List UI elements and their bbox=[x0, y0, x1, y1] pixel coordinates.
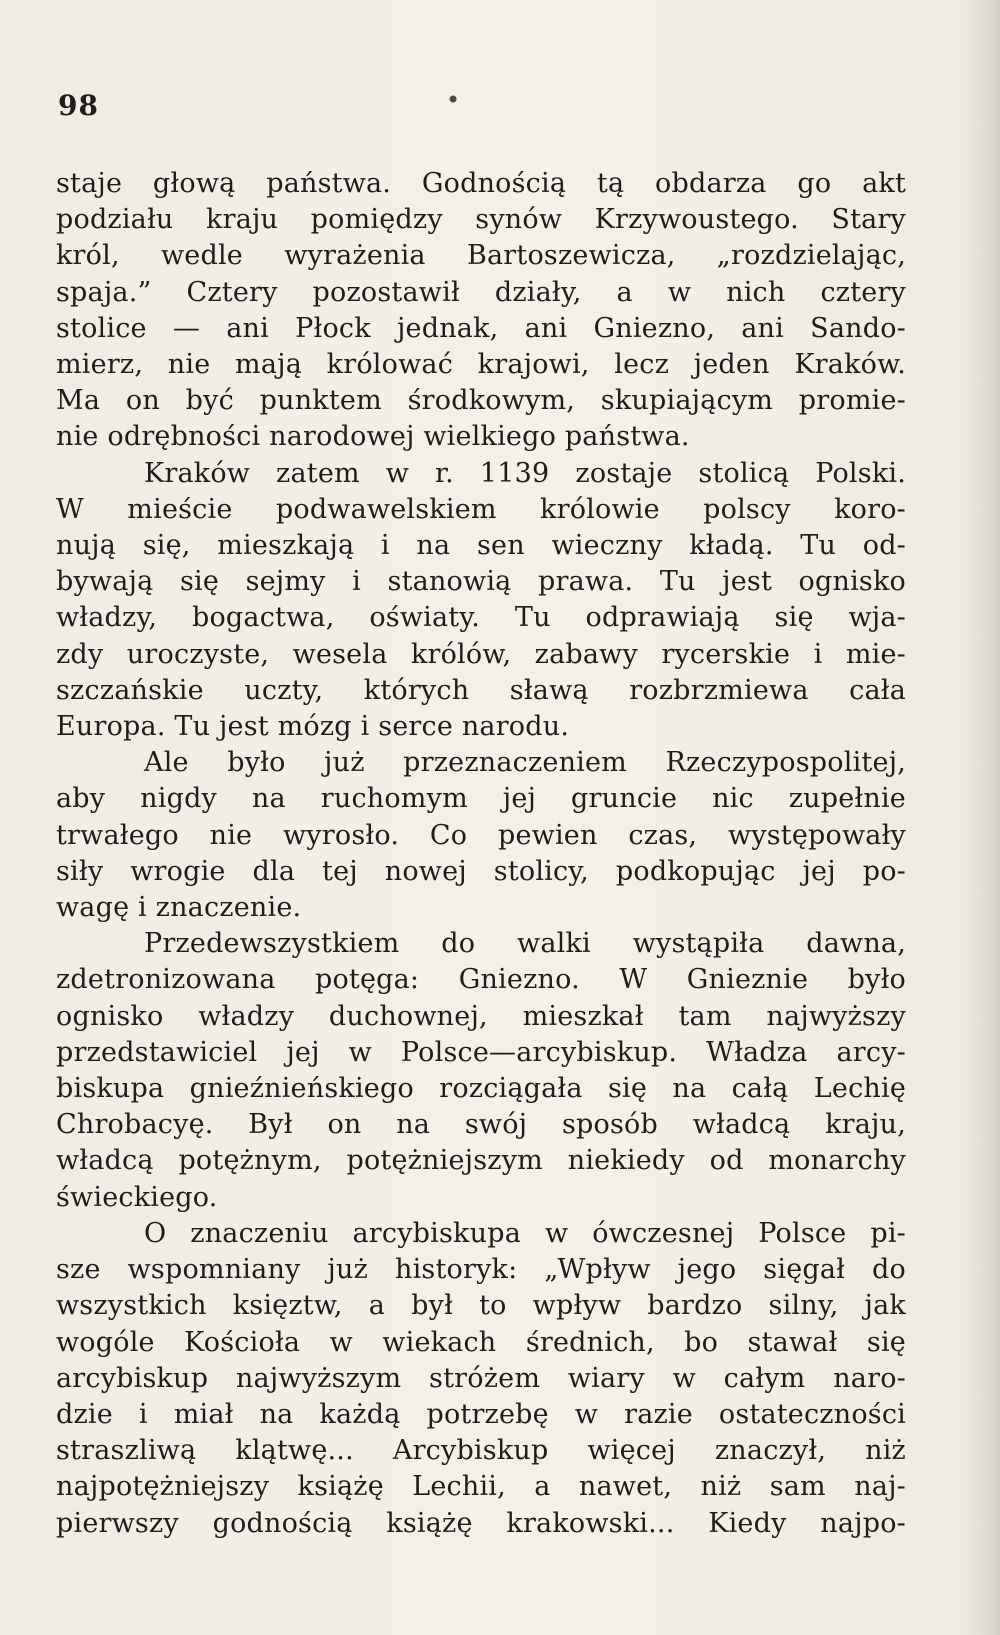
text-line: pierwszy godnością książę krakowski... Kiedy najpo- bbox=[56, 1507, 906, 1539]
text-line: O znaczeniu arcybiskupa w ówczesnej Polsce pi- bbox=[144, 1217, 906, 1249]
text-line: wszystkich księztw, a był to wpływ bardzo silny, jak bbox=[56, 1290, 906, 1322]
page-edge-shadow bbox=[964, 0, 1000, 1635]
text-line: najpotężniejszy książę Lechii, a nawet, niż sam naj- bbox=[56, 1471, 906, 1503]
text-line: Chrobacyę. Był on na swój sposób władcą kraju, bbox=[56, 1109, 906, 1141]
text-line: wogóle Kościoła w wiekach średnich, bo stawał się bbox=[56, 1326, 906, 1358]
text-line: W mieście podwawelskiem królowie polscy koro- bbox=[56, 493, 906, 525]
text-line: władcą potężnym, potężniejszym niekiedy od monarchy bbox=[56, 1145, 906, 1177]
text-line: ognisko władzy duchownej, mieszkał tam najwyższy bbox=[56, 1000, 906, 1032]
text-line: król, wedle wyrażenia Bartoszewicza, „rozdzielając, bbox=[56, 240, 906, 272]
text-line: spaja.” Cztery pozostawił działy, a w nich cztery bbox=[56, 276, 906, 308]
text-line: trwałego nie wyrosło. Co pewien czas, występowały bbox=[56, 819, 906, 851]
text-line: dzie i miał na każdą potrzebę w razie ostateczności bbox=[56, 1398, 906, 1430]
text-line: świeckiego. bbox=[56, 1181, 218, 1213]
text-line: straszliwą klątwę... Arcybiskup więcej znaczył, niż bbox=[56, 1435, 906, 1467]
text-line: biskupa gnieźnieńskiego rozciągała się na całą Lechię bbox=[56, 1073, 906, 1105]
text-line: aby nigdy na ruchomym jej gruncie nic zupełnie bbox=[56, 783, 906, 815]
text-line: siły wrogie dla tej nowej stolicy, podkopując jej po- bbox=[56, 855, 906, 887]
text-line: szczańskie uczty, których sławą rozbrzmiewa cała bbox=[56, 674, 906, 706]
text-line: Ale było już przeznaczeniem Rzeczypospolitej, bbox=[144, 747, 906, 779]
page-mark: • bbox=[446, 86, 461, 114]
text-line: podziału kraju pomiędzy synów Krzywoustego. Stary bbox=[56, 204, 906, 236]
text-line: przedstawiciel jej w Polsce—arcybiskup. Władza arcy- bbox=[56, 1036, 906, 1068]
text-line: zdetronizowana potęga: Gniezno. W Gnieznie było bbox=[56, 964, 906, 996]
text-line: Ma on być punktem środkowym, skupiającym promie- bbox=[56, 385, 906, 417]
text-line: wagę i znaczenie. bbox=[56, 892, 302, 924]
text-line: nie odrębności narodowej wielkiego państwa. bbox=[56, 421, 690, 453]
text-line: mierz, nie mają królować krajowi, lecz jeden Kraków. bbox=[56, 349, 906, 381]
text-line: bywają się sejmy i stanowią prawa. Tu jest ognisko bbox=[56, 566, 906, 598]
text-line: stolice — ani Płock jednak, ani Gniezno, ani Sando- bbox=[56, 312, 906, 344]
text-line: Europa. Tu jest mózg i serce narodu. bbox=[56, 711, 570, 743]
body-text bbox=[56, 166, 906, 1542]
text-line: arcybiskup najwyższym stróżem wiary w całym naro- bbox=[56, 1362, 906, 1394]
text-line: zdy uroczyste, wesela królów, zabawy rycerskie i mie- bbox=[56, 638, 906, 670]
text-line: Przedewszystkiem do walki wystąpiła dawna, bbox=[144, 928, 906, 960]
text-line: władzy, bogactwa, oświaty. Tu odprawiają się wja- bbox=[56, 602, 906, 634]
text-line: sze wspomniany już historyk: „Wpływ jego sięgał do bbox=[56, 1254, 906, 1286]
page-number: 98 bbox=[58, 89, 99, 122]
text-line: nują się, mieszkają i na sen wieczny kładą. Tu od- bbox=[56, 530, 906, 562]
text-line: Kraków zatem w r. 1139 zostaje stolicą Polski. bbox=[144, 457, 906, 489]
text-line: staje głową państwa. Godnością tą obdarza go akt bbox=[56, 168, 906, 199]
